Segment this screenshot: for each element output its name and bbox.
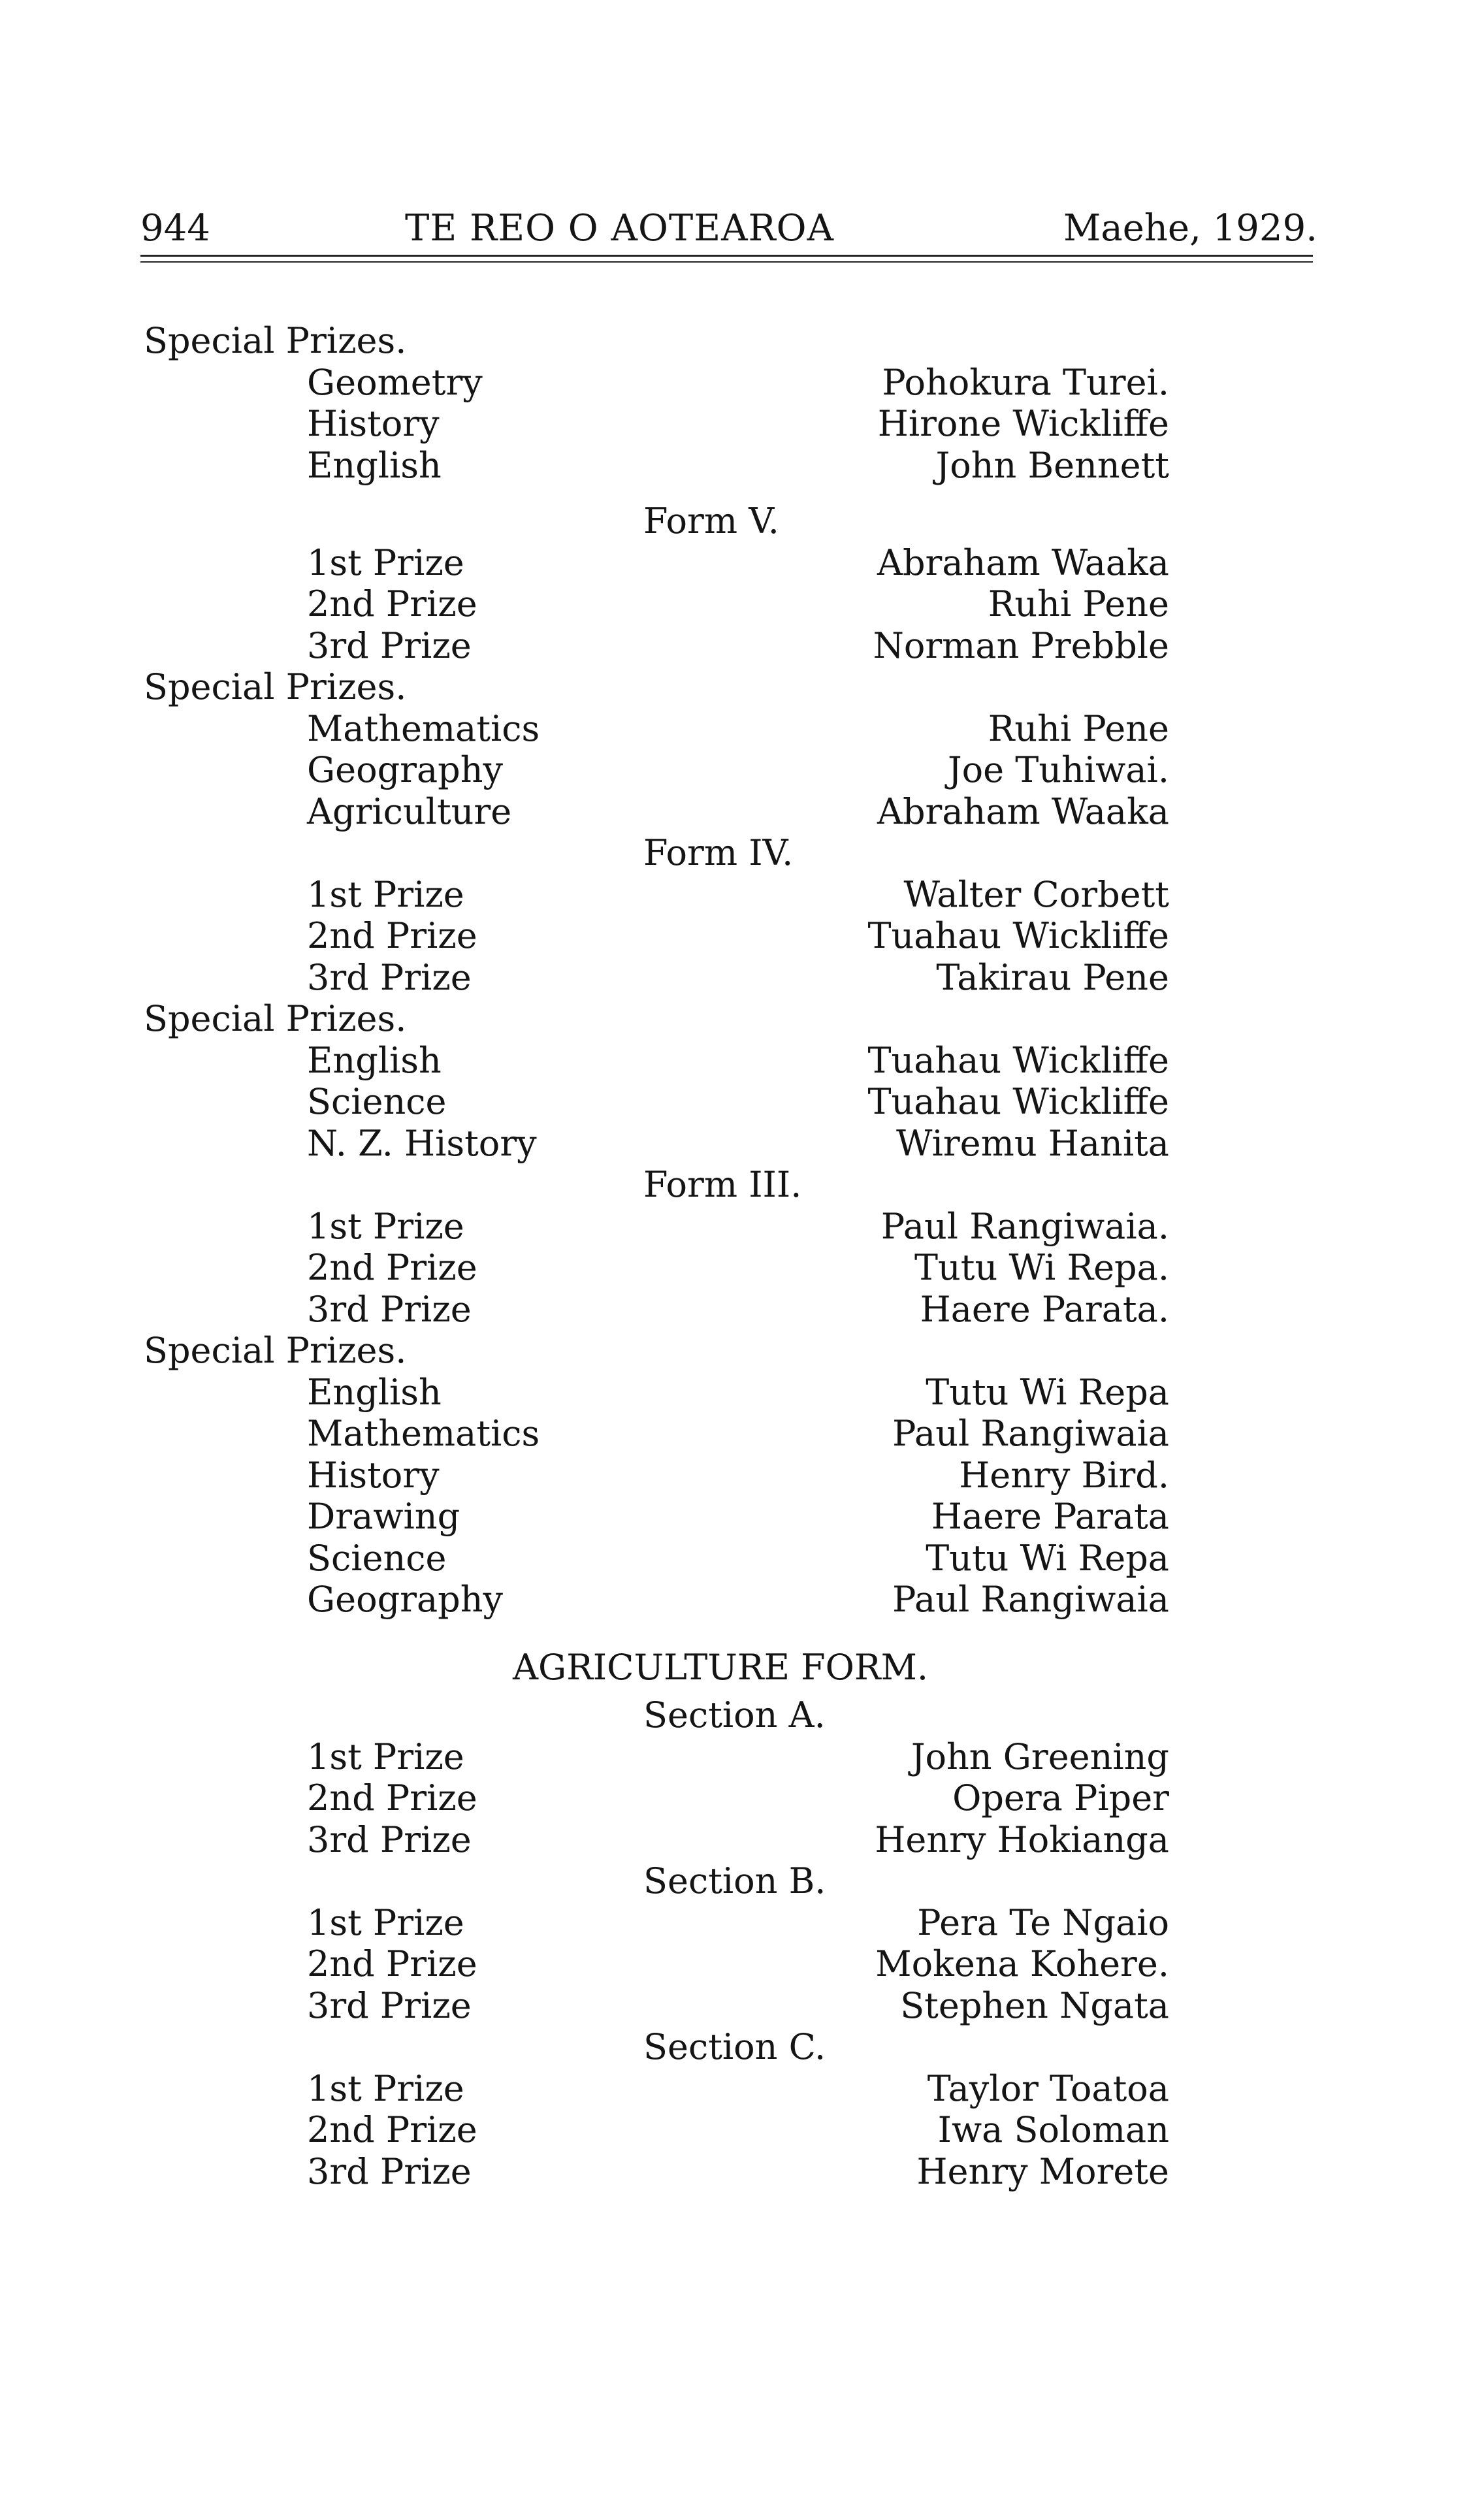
prize-label: Science: [307, 1537, 447, 1579]
prize-winner: Tutu Wi Repa: [926, 1371, 1169, 1413]
prize-winner: Norman Prebble: [873, 624, 1169, 666]
section-heading: Section B.: [643, 1860, 826, 1902]
prize-label: 1st Prize: [307, 1205, 464, 1247]
prize-winner: Tuahau Wickliffe: [867, 1039, 1169, 1081]
section-heading: Section C.: [643, 2026, 826, 2068]
issue-date: Maehe, 1929.: [1063, 207, 1317, 250]
prize-winner: Iwa Soloman: [937, 2109, 1169, 2151]
prize-label: 2nd Prize: [307, 1943, 477, 1985]
group-heading: Special Prizes.: [144, 666, 407, 708]
prize-label: N. Z. History: [307, 1122, 537, 1164]
prize-winner: Paul Rangiwaia.: [880, 1205, 1169, 1247]
prize-label: English: [307, 1039, 442, 1081]
prize-label: English: [307, 1371, 442, 1413]
prize-label: 3rd Prize: [307, 624, 472, 666]
prize-winner: Pohokura Turei.: [882, 361, 1169, 403]
prize-winner: Takirau Pene: [936, 956, 1169, 998]
prize-winner: Ruhi Pene: [988, 583, 1169, 625]
page-number: 944: [140, 207, 210, 250]
prize-winner: Mokena Kohere.: [875, 1943, 1169, 1985]
prize-label: Agriculture: [307, 790, 512, 832]
prize-winner: John Bennett: [935, 444, 1169, 486]
prize-label: 1st Prize: [307, 1736, 464, 1777]
prize-winner: Henry Morete: [916, 2150, 1169, 2192]
prize-label: 2nd Prize: [307, 1247, 477, 1289]
prize-label: Drawing: [307, 1496, 460, 1538]
prize-winner: Hirone Wickliffe: [877, 403, 1169, 444]
prize-label: English: [307, 444, 442, 486]
section-heading: Form V.: [643, 500, 779, 542]
prize-label: Geography: [307, 749, 504, 791]
prize-winner: Walter Corbett: [903, 873, 1169, 915]
prize-winner: Paul Rangiwaia: [892, 1413, 1169, 1455]
prize-winner: John Greening: [911, 1736, 1169, 1777]
prize-winner: Opera Piper: [952, 1777, 1169, 1819]
prize-label: Mathematics: [307, 707, 540, 749]
prize-label: 3rd Prize: [307, 1984, 472, 2026]
prize-label: 2nd Prize: [307, 915, 477, 957]
prize-winner: Stephen Ngata: [900, 1984, 1169, 2026]
major-heading: AGRICULTURE FORM.: [513, 1646, 929, 1688]
prize-label: Geography: [307, 1579, 504, 1621]
prize-label: Mathematics: [307, 1413, 540, 1455]
section-heading: Section A.: [643, 1694, 826, 1736]
prize-winner: Joe Tuhiwai.: [948, 749, 1169, 791]
prize-winner: Abraham Waaka: [877, 790, 1169, 832]
prize-label: 3rd Prize: [307, 1288, 472, 1330]
group-heading: Special Prizes.: [144, 998, 407, 1040]
prize-label: History: [307, 1454, 440, 1496]
prize-winner: Tuahau Wickliffe: [867, 915, 1169, 957]
prize-label: 2nd Prize: [307, 583, 477, 625]
prize-label: Geometry: [307, 361, 483, 403]
section-heading: Form IV.: [643, 832, 794, 874]
prize-winner: Paul Rangiwaia: [892, 1579, 1169, 1621]
prize-label: Science: [307, 1081, 447, 1123]
group-heading: Special Prizes.: [144, 320, 407, 361]
prize-label: History: [307, 403, 440, 444]
prize-label: 3rd Prize: [307, 956, 472, 998]
prize-winner: Haere Parata: [931, 1496, 1169, 1538]
prize-winner: Tutu Wi Repa.: [914, 1247, 1169, 1289]
prize-label: 3rd Prize: [307, 2150, 472, 2192]
prize-label: 1st Prize: [307, 873, 464, 915]
prize-label: 1st Prize: [307, 1901, 464, 1943]
section-heading: Form III.: [643, 1164, 802, 1206]
prize-winner: Henry Bird.: [959, 1454, 1169, 1496]
prize-winner: Wiremu Hanita: [896, 1122, 1169, 1164]
journal-title: TE REO O AOTEAROA: [405, 207, 835, 250]
prize-label: 1st Prize: [307, 2067, 464, 2109]
prize-label: 1st Prize: [307, 541, 464, 583]
prize-label: 3rd Prize: [307, 1818, 472, 1860]
prize-winner: Abraham Waaka: [877, 541, 1169, 583]
prize-winner: Haere Parata.: [920, 1288, 1169, 1330]
prize-label: 2nd Prize: [307, 2109, 477, 2151]
prize-winner: Taylor Toatoa: [927, 2067, 1169, 2109]
prize-winner: Ruhi Pene: [988, 707, 1169, 749]
prize-winner: Pera Te Ngaio: [917, 1901, 1169, 1943]
group-heading: Special Prizes.: [144, 1330, 407, 1372]
prize-winner: Tutu Wi Repa: [926, 1537, 1169, 1579]
prize-winner: Tuahau Wickliffe: [867, 1081, 1169, 1123]
prize-winner: Henry Hokianga: [875, 1818, 1169, 1860]
prize-label: 2nd Prize: [307, 1777, 477, 1819]
